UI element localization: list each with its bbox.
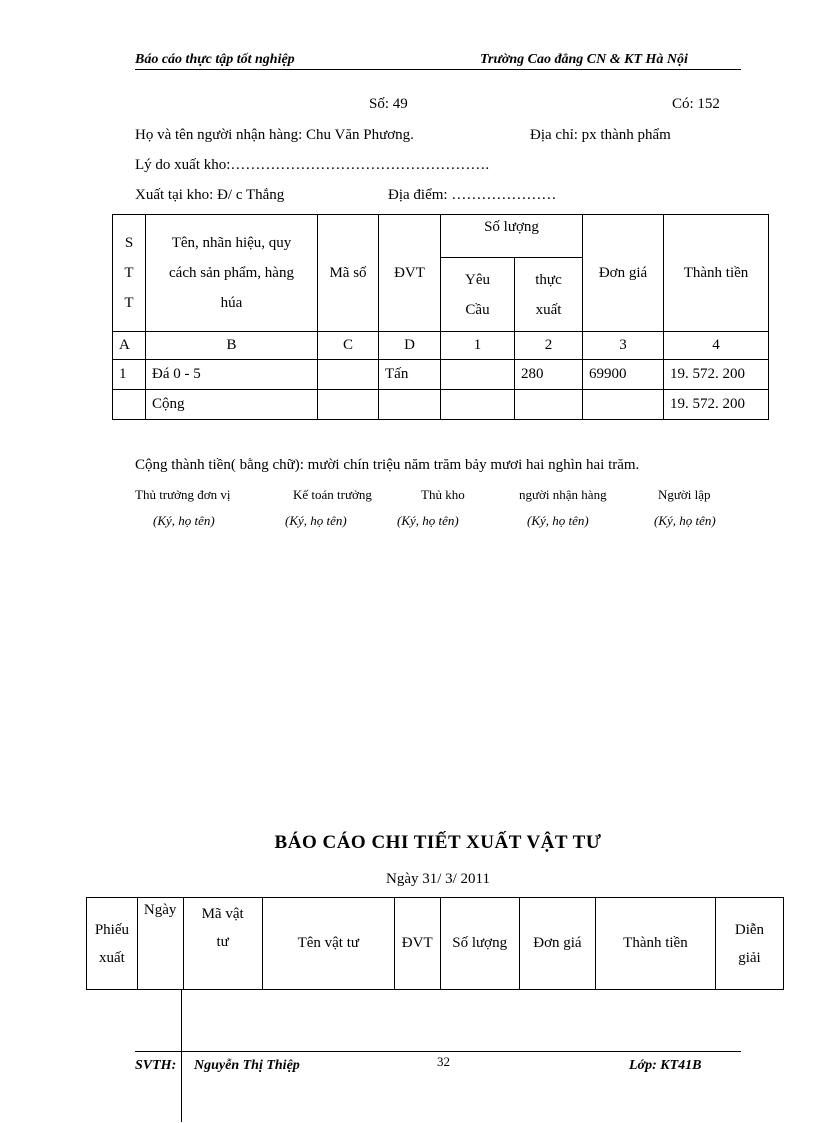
row-qty-actual	[515, 390, 583, 420]
signature-role: Thủ kho	[421, 487, 465, 502]
amount-in-words: Cộng thành tiền( bằng chữ): mười chín triệu năm trăm bảy mươi hai nghìn hai trăm.	[135, 457, 640, 473]
letter-cell: D	[379, 332, 441, 360]
location-line: Địa điểm: …………………	[388, 187, 557, 203]
header-product-name: Tên, nhãn hiệu, quy cách sản phẩm, hàng húa	[146, 215, 318, 332]
header-unit: ĐVT	[379, 215, 441, 332]
warehouse-line: Xuất tại kho: Đ/ c Thắng	[135, 187, 285, 203]
row-stt	[113, 390, 146, 420]
row-stt: 1	[113, 360, 146, 390]
header-rule	[135, 69, 741, 70]
row-name: Cộng	[146, 390, 318, 420]
table-row	[113, 360, 769, 390]
signature-note: (Ký, họ tên)	[285, 513, 347, 528]
header-right: Trường Cao đẳng CN & KT Hà Nội	[480, 52, 688, 67]
header-quantity: Số lượng	[441, 215, 583, 258]
header-note: Diễn giải	[715, 898, 783, 990]
letter-cell: 4	[664, 332, 769, 360]
header-unit: ĐVT	[394, 898, 440, 990]
header-qty-requested: Yêu Cầu	[441, 258, 515, 332]
footer-student-name: Nguyễn Thị Thiệp	[194, 1058, 300, 1073]
report-date: Ngày 31/ 3/ 2011	[385, 871, 491, 887]
header-amount: Thành tiền	[596, 898, 716, 990]
row-qty-requested	[441, 360, 515, 390]
report-table	[86, 897, 784, 990]
row-unit-price: 69900	[583, 360, 664, 390]
letter-cell: 2	[515, 332, 583, 360]
signature-note: (Ký, họ tên)	[397, 513, 459, 528]
header-left: Báo cáo thực tập tốt nghiệp	[135, 52, 295, 67]
header-voucher: Phiếu xuất	[87, 898, 138, 990]
row-unit	[379, 390, 441, 420]
header-material-code: Mã vật tư	[183, 898, 262, 990]
voucher-table	[112, 214, 769, 420]
row-unit-price	[583, 390, 664, 420]
letter-row	[113, 332, 769, 360]
header-quantity: Số lượng	[440, 898, 519, 990]
header-amount: Thành tiền	[664, 215, 769, 332]
row-qty-actual: 280	[515, 360, 583, 390]
signature-note: (Ký, họ tên)	[153, 513, 215, 528]
credit-account: Có: 152	[672, 96, 720, 112]
table-row-total	[113, 390, 769, 420]
footer-rule	[135, 1051, 741, 1052]
address-line: Địa chỉ: px thành phẩm	[530, 127, 671, 143]
header-stt: S T T	[113, 215, 146, 332]
voucher-number: Số: 49	[369, 96, 408, 112]
header-day: Ngày	[137, 898, 183, 990]
footer-class: Lớp: KT41B	[629, 1058, 702, 1073]
header-material-name: Tên vật tư	[262, 898, 394, 990]
reason-line: Lý do xuất kho:…………………………………………….	[135, 157, 490, 173]
signature-note: (Ký, họ tên)	[654, 513, 716, 528]
letter-cell: 1	[441, 332, 515, 360]
header-unit-price: Đơn giá	[519, 898, 595, 990]
row-unit: Tấn	[379, 360, 441, 390]
signature-note: (Ký, họ tên)	[527, 513, 589, 528]
row-code	[318, 390, 379, 420]
letter-cell: 3	[583, 332, 664, 360]
row-name: Đá 0 - 5	[146, 360, 318, 390]
signature-role: Thủ trưởng đơn vị	[135, 487, 231, 502]
header-code: Mã số	[318, 215, 379, 332]
signature-role: người nhận hàng	[519, 487, 607, 502]
signature-role: Người lập	[658, 487, 711, 502]
report-title: BÁO CÁO CHI TIẾT XUẤT VẬT TƯ	[274, 832, 602, 853]
recipient-line: Họ và tên người nhận hàng: Chu Văn Phương.	[135, 127, 414, 143]
row-qty-requested	[441, 390, 515, 420]
table-continuation-line	[181, 989, 182, 1122]
header-qty-actual: thực xuất	[515, 258, 583, 332]
row-code	[318, 360, 379, 390]
letter-cell: B	[146, 332, 318, 360]
letter-cell: A	[113, 332, 146, 360]
signature-role: Kế toán trưởng	[293, 487, 372, 502]
footer-student-label: SVTH:	[135, 1058, 177, 1073]
row-amount: 19. 572. 200	[664, 390, 769, 420]
page-number: 32	[437, 1054, 450, 1069]
row-amount: 19. 572. 200	[664, 360, 769, 390]
letter-cell: C	[318, 332, 379, 360]
header-unit-price: Đơn giá	[583, 215, 664, 332]
